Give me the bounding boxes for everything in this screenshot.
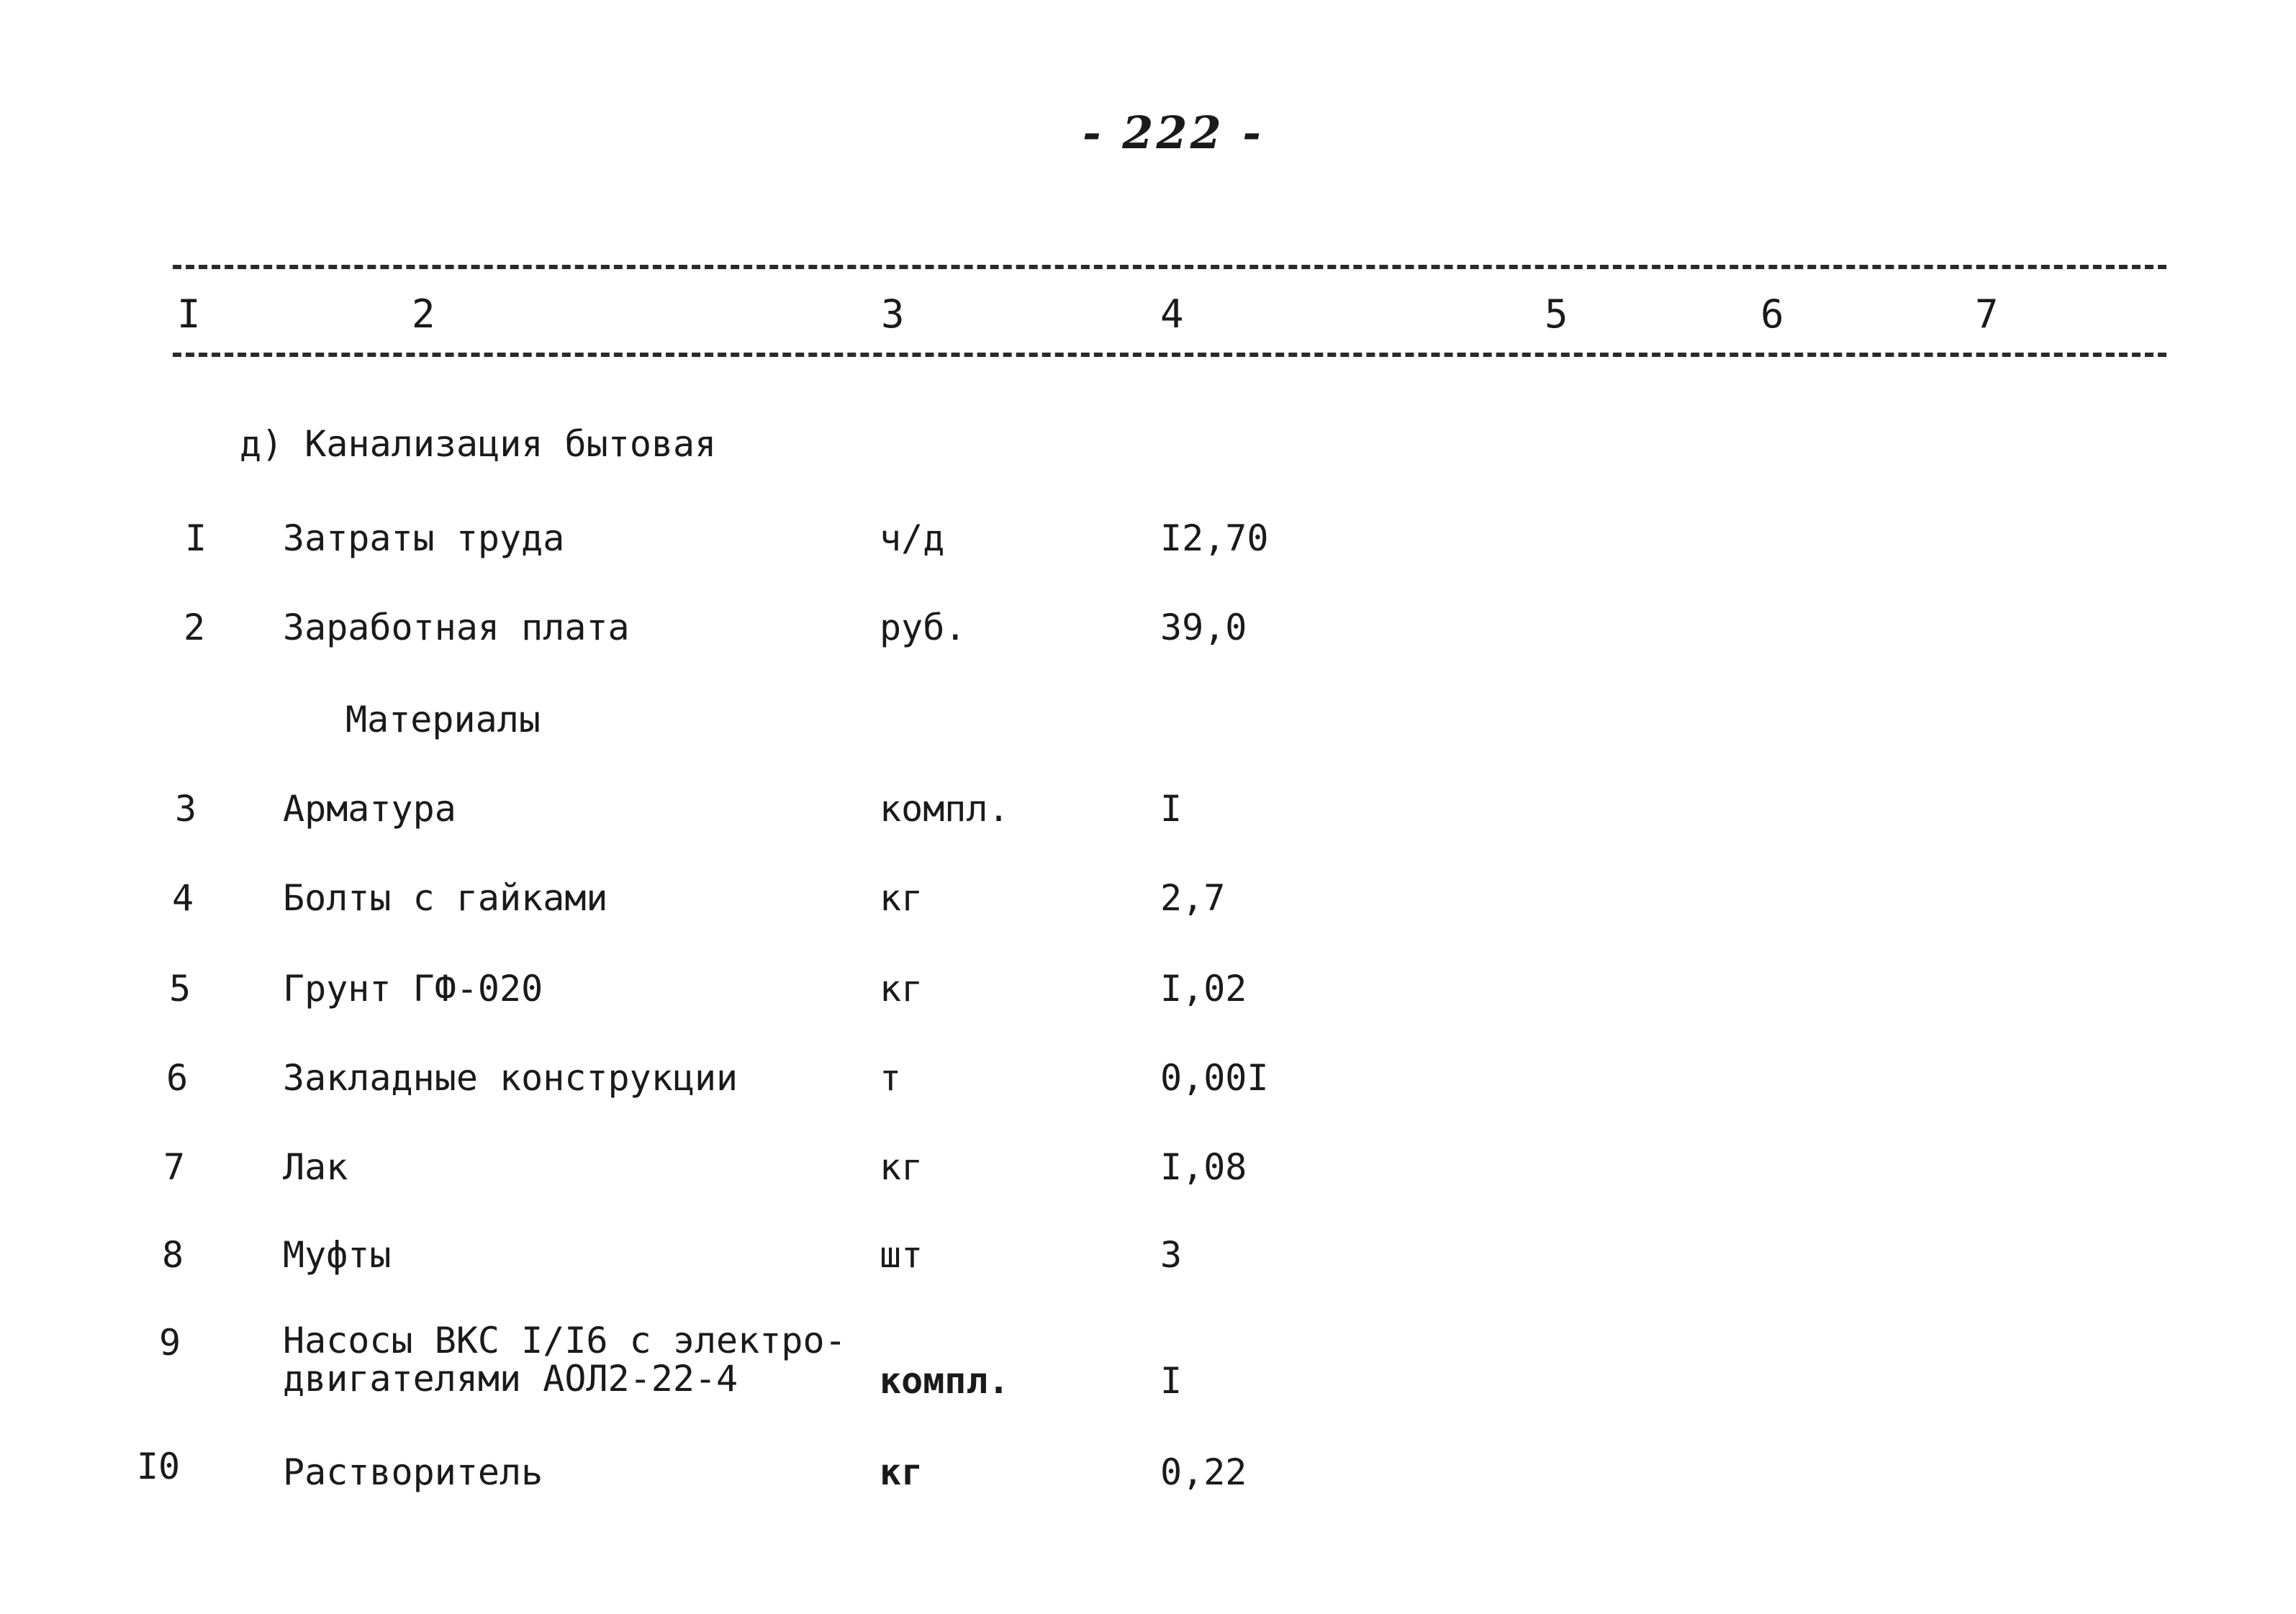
row-value: 0,22 xyxy=(1160,1451,1247,1493)
row-number: 3 xyxy=(174,788,197,830)
row-value: 39,0 xyxy=(1160,607,1247,648)
row-number: 9 xyxy=(158,1322,181,1364)
row-value: 3 xyxy=(1160,1234,1183,1276)
row-unit: кг xyxy=(880,968,923,1010)
row-number: 4 xyxy=(171,877,194,919)
row-name: Муфты xyxy=(283,1234,392,1276)
column-number-3: 3 xyxy=(881,291,905,337)
row-unit: ч/д xyxy=(880,517,945,559)
row-unit: шт xyxy=(880,1234,923,1276)
row-name: Грунт ГФ-020 xyxy=(283,968,543,1010)
row-number: 6 xyxy=(166,1057,189,1099)
column-number-6: 6 xyxy=(1761,291,1784,337)
row-name: Арматура xyxy=(283,788,456,830)
header-rule-bottom xyxy=(173,353,2166,357)
column-number-5: 5 xyxy=(1545,291,1568,337)
row-unit: т xyxy=(880,1057,902,1099)
row-unit: компл. xyxy=(880,1360,1010,1402)
row-number: 8 xyxy=(161,1234,184,1276)
row-number: I xyxy=(184,517,207,559)
page-number: - 222 - xyxy=(1082,106,1265,159)
row-value: 2,7 xyxy=(1160,877,1226,919)
row-name: Затраты труда xyxy=(283,517,565,559)
row-name-line2: двигателями АОЛ2-22-4 xyxy=(283,1358,738,1400)
row-unit: кг xyxy=(880,1451,923,1493)
row-unit: кг xyxy=(880,877,923,919)
row-name-line1: Насосы ВКС I/I6 с электро- xyxy=(283,1320,846,1361)
row-unit: руб. xyxy=(880,607,967,648)
column-number-7: 7 xyxy=(1975,291,1999,337)
row-value: I,08 xyxy=(1160,1146,1247,1188)
row-value: I,02 xyxy=(1160,968,1247,1010)
row-name: Болты с гайками xyxy=(283,877,608,919)
row-name: Растворитель xyxy=(283,1451,543,1493)
row-value: I xyxy=(1160,1360,1183,1402)
row-unit: компл. xyxy=(880,788,1010,830)
row-number: I0 xyxy=(136,1446,181,1487)
column-number-4: 4 xyxy=(1160,291,1184,337)
row-number: 5 xyxy=(168,968,191,1010)
section-title: д) Канализация бытовая xyxy=(240,423,717,465)
row-name: Закладные конструкции xyxy=(283,1057,738,1099)
row-number: 7 xyxy=(163,1146,186,1188)
row-value: I xyxy=(1160,788,1183,830)
row-name: Заработная плата xyxy=(283,607,630,648)
row-number: 2 xyxy=(183,607,206,648)
row-name: Лак xyxy=(283,1146,348,1188)
row-value: 0,00I xyxy=(1160,1057,1269,1099)
materials-subheading: Материалы xyxy=(345,699,541,740)
column-number-1: I xyxy=(177,291,201,337)
row-unit: кг xyxy=(880,1146,923,1188)
row-value: I2,70 xyxy=(1160,517,1269,559)
column-number-2: 2 xyxy=(412,291,435,337)
header-rule-top xyxy=(173,265,2166,269)
